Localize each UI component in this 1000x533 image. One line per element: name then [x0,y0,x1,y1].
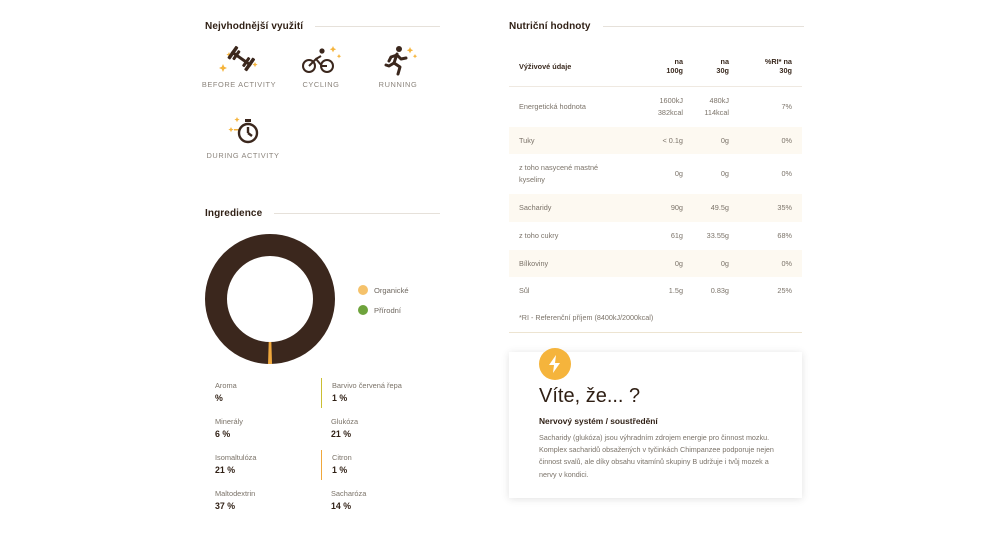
header-per-30g: na 30g [683,47,729,86]
ingredient-value: 21 % [331,429,352,439]
row-label: Sacharidy [519,203,552,212]
ingredient-lemon [321,450,431,480]
stopwatch-sparkle-icon [203,115,283,147]
row-value-100g: 0g [674,169,683,178]
row-label: Energetická hodnota [519,101,586,111]
lightning-icon [539,348,571,380]
ingredient-isomaltulose [205,450,315,480]
usage-section-title [205,21,440,32]
table-row-protein [509,250,802,277]
nutrition-bottom-divider [509,332,802,333]
row-label: Sůl [519,286,530,295]
usage-item-before-activity [199,44,279,89]
table-row-energy [509,86,802,127]
ingredient-sucrose [321,486,431,516]
nutrition-table [509,47,802,305]
ingredient-name: Sacharóza [331,489,367,498]
row-value-ri: 0% [781,135,792,145]
ingredient-beet-color [321,378,431,408]
ingredient-name: Citron [332,453,352,462]
title-divider [603,26,804,27]
ingredient-minerals [205,414,315,444]
row-value-30g: 33.55g [706,231,729,240]
usage-label: CYCLING [302,80,340,89]
fact-title: Víte, že... ? [539,385,641,407]
ingredient-value: 14 % [331,501,352,511]
ingredient-name: Isomaltulóza [215,453,257,462]
ingredients-donut-chart [205,234,335,364]
table-row-salt [509,277,802,305]
donut-base-ring [216,245,324,353]
header-ri: %RI* na 30g [729,47,802,86]
nutrition-title-text: Nutriční hodnoty [509,21,591,32]
title-divider [315,26,440,27]
table-row-carbohydrates [509,194,802,222]
table-row-fat [509,127,802,154]
row-value-ri: 7% [781,101,792,111]
row-value-100g: < 0.1g [662,135,683,145]
header-label: Výživové údaje [509,47,629,86]
title-divider [274,213,440,214]
row-value-ri: 0% [781,169,792,178]
row-value-30g: 0.83g [710,286,729,295]
legend-label: Organické [374,285,409,295]
row-value-30g: 0g [720,258,729,268]
usage-item-running [358,44,438,89]
usage-item-cycling [281,44,361,89]
row-value-30g: 480kJ 114kcal [704,95,729,117]
usage-label: DURING ACTIVITY [206,151,280,160]
legend-dot [358,285,368,295]
row-value-100g: 0g [674,258,683,268]
ingredient-value: 6 % [215,429,231,439]
ingredient-name: Glukóza [331,417,359,426]
row-value-30g: 0g [720,169,729,178]
row-label: z toho nasycené mastné kyseliny [519,163,599,184]
ingredient-value: 37 % [215,501,236,511]
row-label: Bílkoviny [519,258,549,268]
row-value-30g: 49.5g [710,203,729,212]
row-value-ri: 35% [777,203,792,212]
row-value-ri: 68% [777,231,792,240]
row-value-ri: 25% [777,286,792,295]
table-row-saturated-fat [509,154,802,194]
did-you-know-card [509,352,802,498]
row-value-ri: 0% [781,258,792,268]
row-value-100g: 90g [670,203,683,212]
legend-label: Přírodní [374,305,402,315]
ingredient-value: 1 % [332,393,348,403]
ingredient-name: Barvivo červená řepa [332,381,402,390]
cyclist-sparkle-icon [281,44,361,76]
row-value-100g: 1.5g [668,286,683,295]
ingredients-section-title [205,208,440,219]
table-row-sugars [509,222,802,250]
legend-dot [358,305,368,315]
header-per-100g: na 100g [629,47,683,86]
row-label: Tuky [519,135,535,145]
ri-footnote: *RI - Referenční příjem (8400kJ/2000kcal) [519,313,654,322]
ingredient-name: Maltodextrin [215,489,256,498]
row-value-100g: 1600kJ 382kcal [657,95,683,117]
table-header-row [509,47,802,86]
legend-item-natural [358,300,409,320]
ingredient-name: Minerály [215,417,243,426]
usage-item-during-activity [203,115,283,160]
runner-sparkle-icon [358,44,438,76]
usage-title-text: Nejvhodnější využití [205,21,304,32]
ingredient-value: 1 % [332,465,348,475]
usage-label: RUNNING [378,80,418,89]
usage-label: BEFORE ACTIVITY [201,80,277,89]
ingredient-glucose [321,414,431,444]
ingredient-name: Aroma [215,381,237,390]
ingredients-title-text: Ingredience [205,208,263,219]
ingredient-aroma [205,378,315,408]
nutrition-section-title [509,21,804,32]
dumbbell-sparkle-icon [199,44,279,76]
row-value-100g: 61g [670,231,683,240]
fact-subtitle: Nervový systém / soustředění [539,416,658,426]
legend-item-organic [358,280,409,300]
ingredient-value: % [215,393,223,403]
ingredients-legend [358,280,409,320]
row-value-30g: 0g [720,135,729,145]
fact-text: Sacharidy (glukóza) jsou výhradním zdrojem energie pro činnost mozku. Komplex sacharidů obsažených v tyčinkách Chimpanzee podporuje nejen činnost svalů, ale díky obsahu vitamínů skupiny B udržuje i tvůj mozek a nervy v kondici. [539,433,774,479]
ingredient-maltodextrin [205,486,315,516]
ingredient-value: 21 % [215,465,236,475]
row-label: z toho cukry [519,231,559,240]
